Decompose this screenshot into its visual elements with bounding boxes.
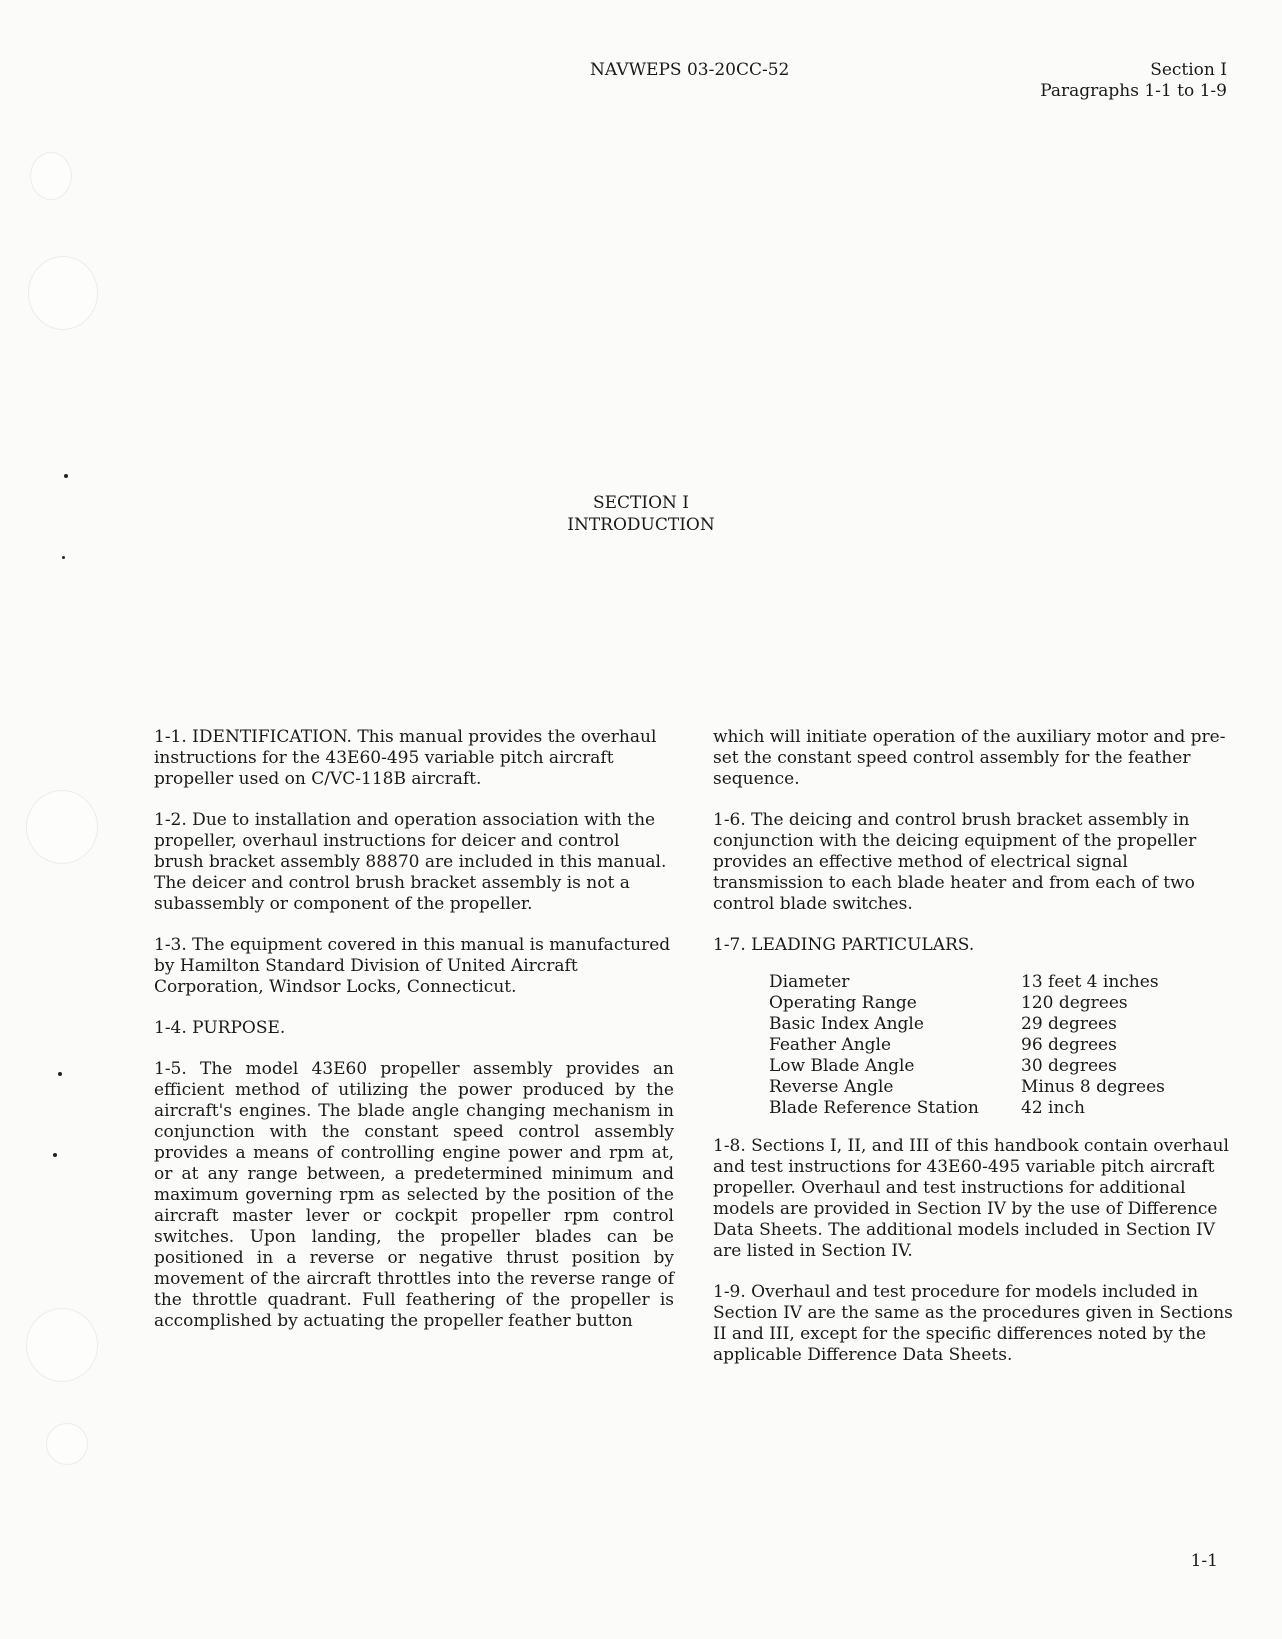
section-label: Section I <box>1150 60 1227 80</box>
spec-label: Reverse Angle <box>769 1077 894 1097</box>
spec-label: Blade Reference Station <box>769 1098 979 1118</box>
paragraph-1-6: 1-6. The deicing and control brush bracket assembly in conjunction with the deicing equipment of the propeller provides an effective method of electrical signal transmission to each blade heater and from each of two control blade switches. <box>713 810 1197 914</box>
paragraph-1-2: 1-2. Due to installation and operation association with the propeller, overhaul instructions for deicer and control brush bracket assembly 88870 are included in this manual. The deicer and control brush bracket assembly is not a subassembly or component of the propeller. <box>154 810 667 914</box>
scan-speck <box>53 1153 57 1157</box>
scan-speck <box>62 556 65 559</box>
section-reference <box>1040 60 1227 102</box>
binder-hole-mark <box>46 1423 88 1465</box>
paragraphs-label: Paragraphs 1-1 to 1-9 <box>1040 81 1227 101</box>
section-heading <box>0 492 1282 536</box>
spec-label: Feather Angle <box>769 1035 892 1055</box>
spec-value: 42 inch <box>1021 1098 1085 1118</box>
binder-hole-mark <box>30 152 72 200</box>
table-row <box>769 993 1165 1014</box>
section-name: INTRODUCTION <box>567 515 715 535</box>
paragraph-1-3: 1-3. The equipment covered in this manual is manufactured by Hamilton Standard Division of United Aircraft Corporation, Windsor Locks, Connecticut. <box>154 935 671 997</box>
scan-speck <box>64 474 68 478</box>
binder-hole-mark <box>26 1308 98 1382</box>
paragraph-1-1: 1-1. IDENTIFICATION. This manual provides the overhaul instructions for the 43E60-495 variable pitch aircraft propeller used on C/VC-118B aircraft. <box>154 727 657 789</box>
table-row <box>769 1014 1165 1035</box>
table-row <box>769 972 1165 993</box>
section-number: SECTION I <box>592 493 690 513</box>
spec-label: Basic Index Angle <box>769 1014 924 1034</box>
table-row <box>769 1077 1165 1098</box>
leading-particulars-table <box>769 972 1165 1119</box>
spec-value: 30 degrees <box>1021 1056 1117 1076</box>
spec-value: 13 feet 4 inches <box>1021 972 1159 992</box>
scan-speck <box>58 1072 62 1076</box>
spec-label: Operating Range <box>769 993 917 1013</box>
table-row <box>769 1035 1165 1056</box>
spec-value: 29 degrees <box>1021 1014 1117 1034</box>
spec-label: Diameter <box>769 972 850 992</box>
left-column <box>154 727 674 1352</box>
spec-value: Minus 8 degrees <box>1021 1077 1165 1097</box>
paragraph-1-5-continued: which will initiate operation of the auxiliary motor and pre-set the constant speed control assembly for the feather sequence. <box>713 727 1226 789</box>
document-number: NAVWEPS 03-20CC-52 <box>590 60 790 80</box>
binder-hole-mark <box>26 790 98 864</box>
spec-label: Low Blade Angle <box>769 1056 915 1076</box>
paragraph-1-5: 1-5. The model 43E60 propeller assembly provides an efficient method of utilizing the power produced by the aircraft's engines. The blade angle changing mechanism in conjunction with the constant speed control assembly provides a means of controlling engine power and rpm at, or at any range between, a predetermined minimum and maximum governing rpm as selected by the position of the aircraft master lever or cockpit propeller rpm control switches. Upon landing, the propeller blades can be positioned in a reverse or negative thrust position by movement of the aircraft throttles into the reverse range of the throttle quadrant. Full feathering of the propeller is accomplished by actuating the propeller feather button <box>154 1059 674 1331</box>
paragraph-1-9: 1-9. Overhaul and test procedure for models included in Section IV are the same as the procedures given in Sections II and III, except for the specific differences noted by the applicable Difference Data Sheets. <box>713 1282 1233 1365</box>
paragraph-1-4: 1-4. PURPOSE. <box>154 1018 286 1038</box>
spec-value: 96 degrees <box>1021 1035 1117 1055</box>
binder-hole-mark <box>28 256 98 330</box>
right-column <box>713 727 1233 1386</box>
table-row <box>769 1056 1165 1077</box>
paragraph-1-7: 1-7. LEADING PARTICULARS. <box>713 935 975 955</box>
spec-value: 120 degrees <box>1021 993 1128 1013</box>
paragraph-1-8: 1-8. Sections I, II, and III of this handbook contain overhaul and test instructions for 43E60-495 variable pitch aircraft propeller. Overhaul and test instructions for additional models are provided in Section IV by the use of Difference Data Sheets. The additional models included in Section IV are listed in Section IV. <box>713 1136 1229 1261</box>
table-row <box>769 1098 1165 1119</box>
page-number: 1-1 <box>1190 1551 1218 1571</box>
